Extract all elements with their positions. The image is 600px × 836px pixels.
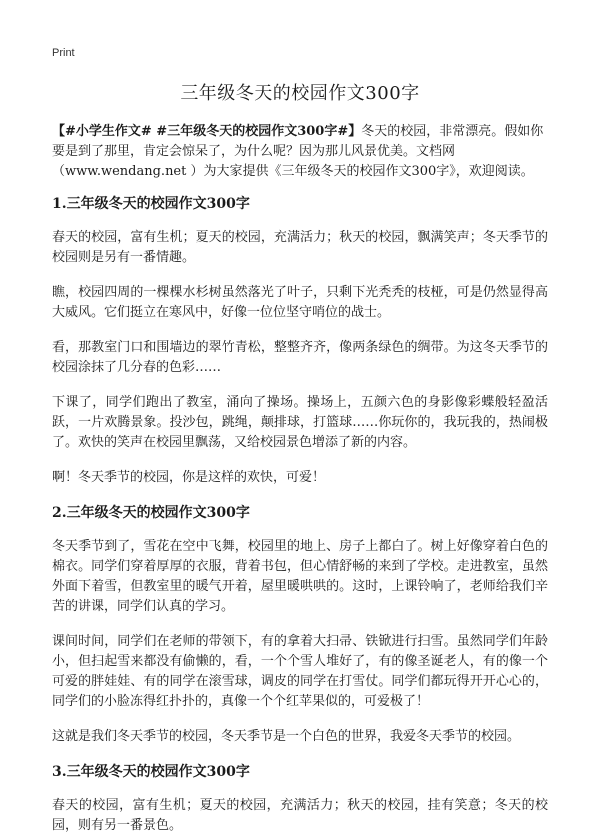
paragraph: 冬天季节到了，雪花在空中飞舞，校园里的地上、房子上都白了。树上好像穿着白色的棉衣。同学们穿着厚厚的衣服，背着书包，但心情舒畅的来到了学校。走进教室，虽然外面下着雪，但教室里的暖气开着，屋里暖哄哄的。这时，上课铃响了，老师给我们辛苦的讲课，同学们认真的学习。 (52, 539, 548, 614)
paragraph: 春天的校园，富有生机；夏天的校园，充满活力；秋天的校园，挂有笑意；冬天的校园，则有另一番景色。 (52, 798, 548, 833)
section-heading: 1.三年级冬天的校园作文300字 (52, 196, 250, 212)
paragraph: 春天的校园，富有生机；夏天的校园，充满活力；秋天的校园，飘满笑声；冬天季节的校园则是另有一番情趣。 (52, 230, 548, 265)
paragraph: 下课了，同学们跑出了教室，涌向了操场。操场上，五颜六色的身影像彩蝶般轻盈活跃，一片欢腾景象。投沙包，跳绳，颠排球，打篮球……你玩你的，我玩我的，热闹极了。欢快的笑声在校园里飘荡，又给校园景色增添了新的内容。 (52, 395, 548, 450)
paragraph: 啊！冬天季节的校园，你是这样的欢快，可爱！ (52, 470, 326, 485)
intro-tags: 【#小学生作文# #三年级冬天的校园作文300字#】 (52, 124, 362, 139)
article-title: 三年级冬天的校园作文300字 (180, 83, 420, 104)
section-heading: 2.三年级冬天的校园作文300字 (52, 505, 250, 521)
paragraph: 看，那教室门口和围墙边的翠竹青松，整整齐齐，像两条绿色的绸带。为这冬天季节的校园涂抹了几分春的色彩…… (52, 340, 548, 375)
paragraph: 课间时间，同学们在老师的带领下，有的拿着大扫帚、铁锨进行扫雪。虽然同学们年龄小，但扫起雪来都没有偷懒的，看，一个个雪人堆好了，有的像圣诞老人，有的像一个可爱的胖娃娃、有的同学在滚雪球，调皮的同学在打雪仗。同学们都玩得开开心心的，同学们的小脸冻得红扑扑的，真像一个个红苹果似的，可爱极了！ (52, 634, 548, 709)
intro-text: 冬天的校园，非常漂亮。假如你要是到了那里，肯定会惊呆了，为什么呢？因为那儿风景优美。文档网（www.wendang.net ）为大家提供《三年级冬天的校园作文300字》，欢迎阅读。 (52, 124, 544, 179)
section-heading: 3.三年级冬天的校园作文300字 (52, 764, 250, 780)
paragraph: 瞧，校园四周的一棵棵水杉树虽然落光了叶子，只剩下光秃秃的枝桠，可是仍然显得高大威风。它们挺立在寒风中，好像一位位坚守哨位的战士。 (52, 285, 548, 320)
article-intro (52, 122, 548, 182)
print-link[interactable]: Print (52, 47, 75, 59)
paragraph: 这就是我们冬天季节的校园，冬天季节是一个白色的世界，我爱冬天季节的校园。 (52, 729, 521, 744)
